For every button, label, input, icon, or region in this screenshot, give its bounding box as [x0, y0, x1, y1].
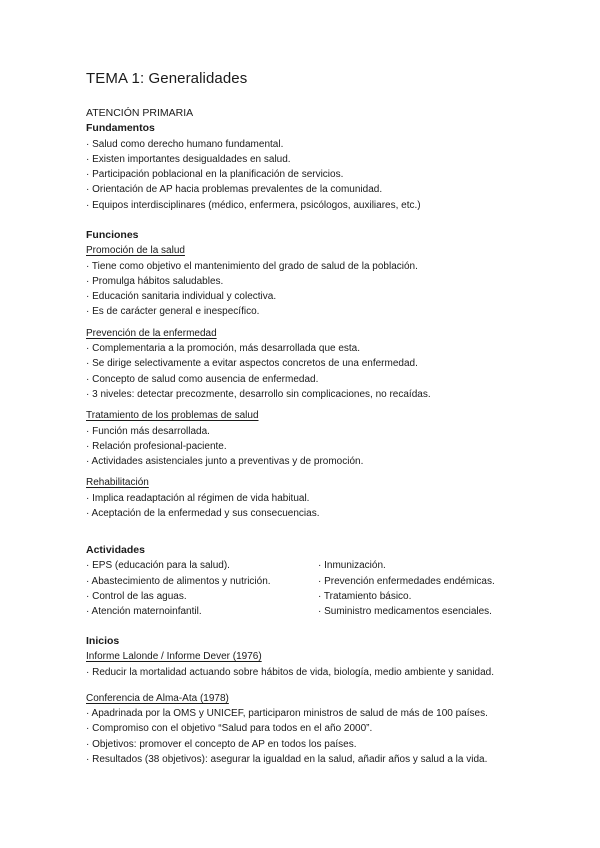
list-item: · Orientación de AP hacia problemas prevalentes de la comunidad.: [86, 184, 383, 196]
actividades-heading: Actividades: [86, 544, 145, 556]
list-item: · Salud como derecho humano fundamental.: [86, 138, 284, 150]
list-item: · Tratamiento básico.: [318, 590, 412, 602]
list-item: · Prevención enfermedades endémicas.: [318, 575, 495, 587]
subheading-rehabilitacion: Rehabilitación: [86, 477, 149, 489]
list-item: · Apadrinada por la OMS y UNICEF, participaron ministros de salud de más de 100 países.: [86, 708, 488, 720]
list-item: · Control de las aguas.: [86, 590, 187, 602]
fundamentos-heading: Fundamentos: [86, 122, 155, 135]
list-item: · Tiene como objetivo el mantenimiento del grado de salud de la población.: [86, 260, 418, 272]
list-item: · Resultados (38 objetivos): asegurar la igualdad en la salud, añadir años y salud a la vida.: [86, 754, 488, 766]
list-item: · Es de carácter general e inespecífico.: [86, 306, 260, 318]
list-item: · Educación sanitaria individual y colectiva.: [86, 291, 277, 303]
inicios-heading: Inicios: [86, 635, 120, 647]
list-item: · Complementaria a la promoción, más desarrollada que esta.: [86, 343, 361, 355]
subheading-lalonde: Informe Lalonde / Informe Dever (1976): [86, 651, 262, 663]
subheading-tratamiento: Tratamiento de los problemas de salud: [86, 410, 259, 422]
list-item: · Suministro medicamentos esenciales.: [318, 606, 492, 618]
list-item: · Compromiso con el objetivo “Salud para todos en el año 2000”.: [86, 723, 373, 735]
list-item: · Se dirige selectivamente a evitar aspectos concretos de una enfermedad.: [86, 358, 418, 370]
actividades-section: [86, 543, 546, 619]
list-item: · Equipos interdisciplinares (médico, enfermera, psicólogos, auxiliares, etc.): [86, 199, 421, 211]
list-item: · EPS (educación para la salud).: [86, 560, 230, 572]
list-item: · Reducir la mortalidad actuando sobre hábitos de vida, biología, medio ambiente y sanidad.: [86, 666, 495, 678]
section-heading: ATENCIÓN PRIMARIA: [86, 107, 194, 119]
list-item: · Inmunización.: [318, 560, 386, 572]
list-item: · Función más desarrollada.: [86, 425, 210, 437]
inicios-section: [86, 634, 546, 767]
list-item: · Objetivos: promover el concepto de AP en todos los países.: [86, 738, 357, 750]
list-item: · Atención maternoinfantil.: [86, 606, 202, 618]
actividades-left-column: [86, 558, 318, 619]
subheading-prevencion: Prevención de la enfermedad: [86, 327, 217, 339]
list-item: · Concepto de salud como ausencia de enfermedad.: [86, 373, 319, 385]
actividades-right-column: [318, 558, 546, 619]
funciones-section: [86, 228, 546, 521]
list-item: · Existen importantes desigualdades en salud.: [86, 153, 291, 165]
list-item: · Participación poblacional en la planificación de servicios.: [86, 169, 344, 181]
subheading-promocion: Promoción de la salud: [86, 245, 185, 257]
list-item: · 3 niveles: detectar precozmente, desarrollo sin complicaciones, no recaídas.: [86, 388, 431, 400]
fundamentos-section: [86, 106, 546, 213]
list-item: · Actividades asistenciales junto a preventivas y de promoción.: [86, 456, 364, 468]
page-title: TEMA 1: Generalidades: [86, 70, 248, 87]
list-item: · Aceptación de la enfermedad y sus consecuencias.: [86, 508, 320, 520]
subheading-alma-ata: Conferencia de Alma-Ata (1978): [86, 692, 229, 704]
funciones-heading: Funciones: [86, 229, 139, 241]
list-item: · Relación profesional-paciente.: [86, 440, 227, 452]
list-item: · Implica readaptación al régimen de vida habitual.: [86, 492, 310, 504]
actividades-columns: [86, 558, 546, 619]
list-item: · Promulga hábitos saludables.: [86, 275, 224, 287]
list-item: · Abastecimiento de alimentos y nutrición.: [86, 575, 271, 587]
